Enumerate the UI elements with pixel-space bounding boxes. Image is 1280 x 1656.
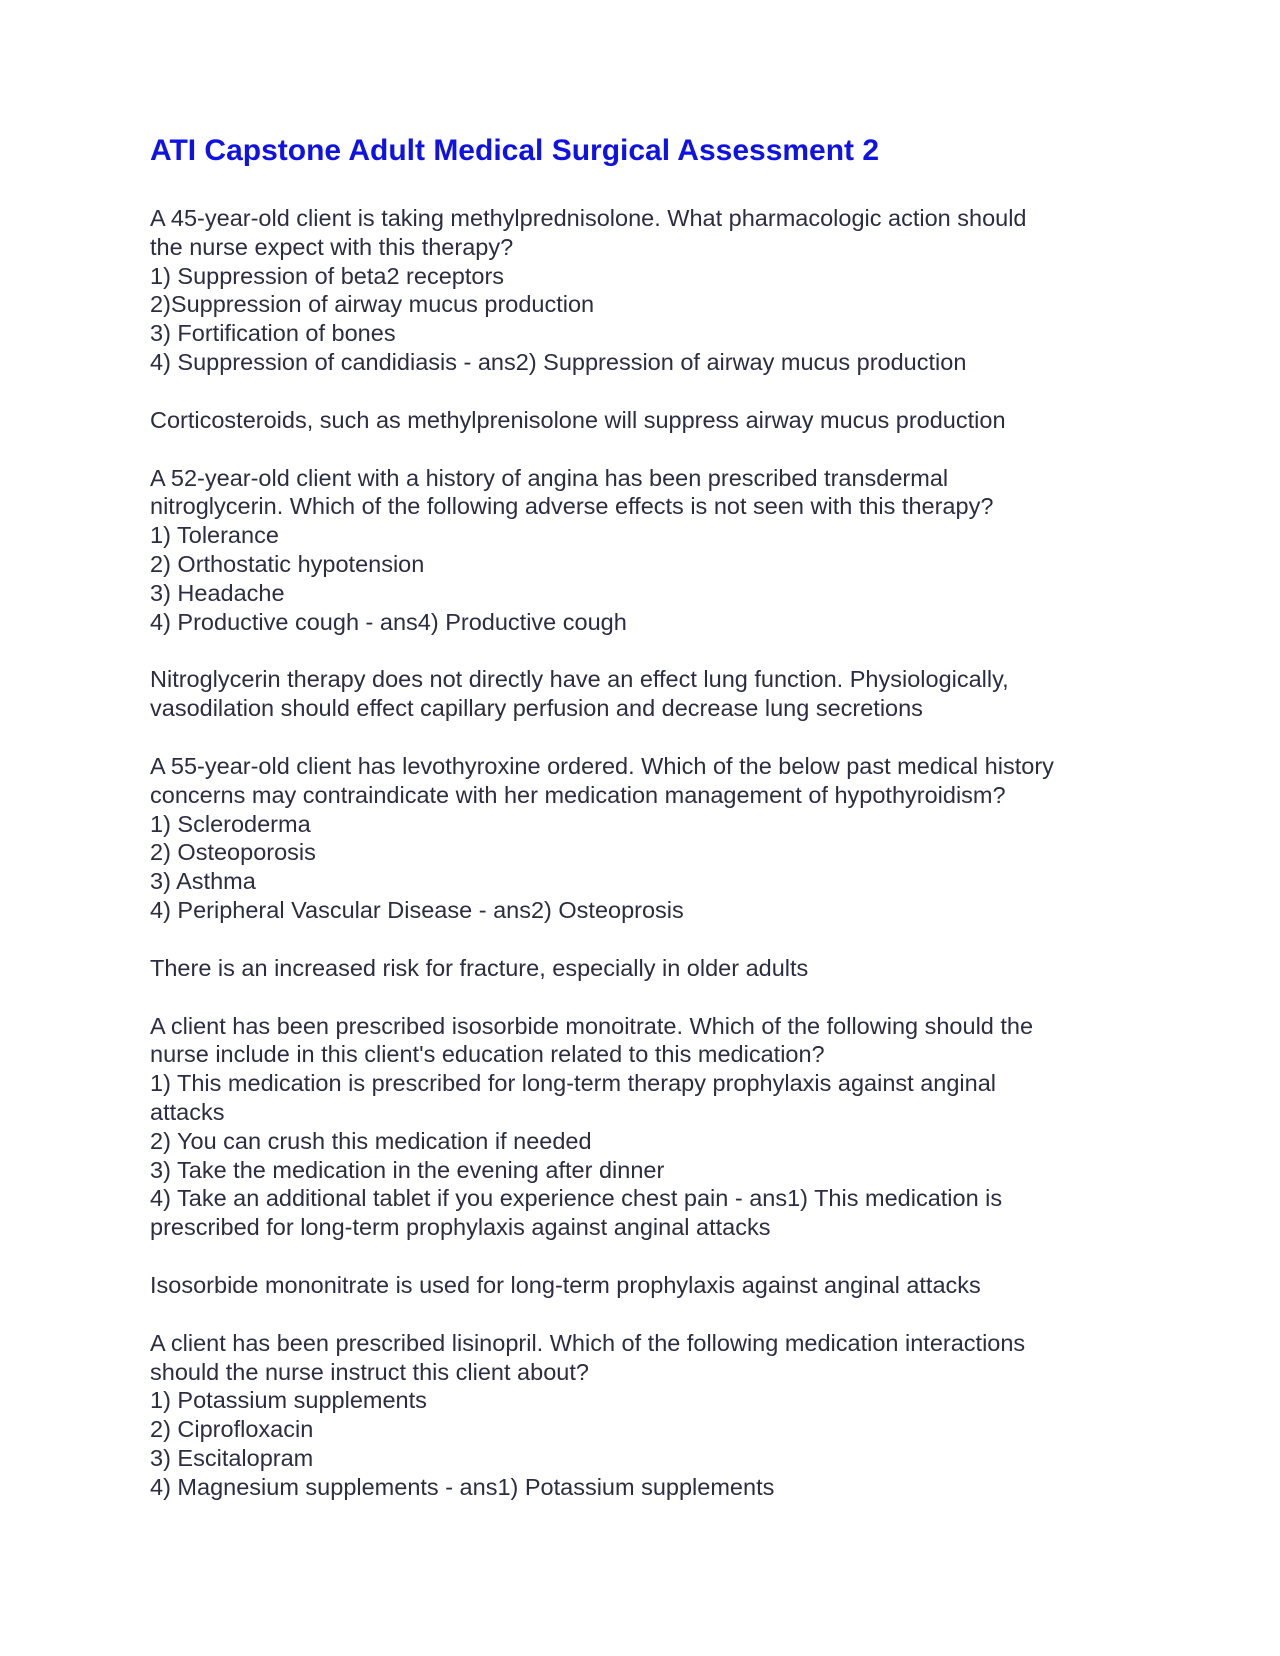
- answer-option-with-key: 4) Productive cough - ans4) Productive cough: [150, 608, 627, 635]
- answer-key: prescribed for long-term prophylaxis against anginal attacks: [150, 1214, 771, 1241]
- question-block-4: [150, 1012, 1150, 1242]
- rationale-text: There is an increased risk for fracture, especially in older adults: [150, 954, 809, 981]
- rationale-text: Nitroglycerin therapy does not directly have an effect lung function. Physiologically,: [150, 666, 1009, 693]
- answer-option: 1) This medication is prescribed for long-term therapy prophylaxis against anginal: [150, 1070, 996, 1097]
- question-text: A 52-year-old client with a history of angina has been prescribed transdermal: [150, 464, 949, 491]
- answer-option: 3) Take the medication in the evening after dinner: [150, 1156, 665, 1183]
- question-text: A 55-year-old client has levothyroxine ordered. Which of the below past medical history: [150, 752, 1054, 779]
- answer-option: 2) Osteoporosis: [150, 839, 316, 866]
- answer-option: 2) Orthostatic hypotension: [150, 550, 425, 577]
- answer-option-with-key: 4) Magnesium supplements - ans1) Potassium supplements: [150, 1473, 775, 1500]
- answer-option-with-key: 4) Peripheral Vascular Disease - ans2) Osteoprosis: [150, 896, 684, 923]
- rationale-text: Corticosteroids, such as methylprenisolone will suppress airway mucus production: [150, 406, 1006, 433]
- answer-option: 1) Scleroderma: [150, 810, 311, 837]
- question-text: concerns may contraindicate with her medication management of hypothyroidism?: [150, 781, 1006, 808]
- question-block-5: [150, 1329, 1150, 1502]
- question-block-3: [150, 752, 1150, 925]
- question-text: nurse include in this client's education related to this medication?: [150, 1041, 825, 1068]
- question-text: nitroglycerin. Which of the following adverse effects is not seen with this therapy?: [150, 493, 994, 520]
- answer-option: 3) Escitalopram: [150, 1444, 314, 1471]
- question-text: A client has been prescribed lisinopril. Which of the following medication interactions: [150, 1329, 1026, 1356]
- question-text: the nurse expect with this therapy?: [150, 233, 514, 260]
- answer-option: 3) Headache: [150, 579, 285, 606]
- answer-option: 2)Suppression of airway mucus production: [150, 291, 595, 318]
- question-text: A client has been prescribed isosorbide monoitrate. Which of the following should the: [150, 1012, 1034, 1039]
- rationale-block-4: [150, 1271, 1150, 1300]
- rationale-block-2: [150, 665, 1150, 723]
- answer-option-with-key: 4) Suppression of candidiasis - ans2) Suppression of airway mucus production: [150, 348, 967, 375]
- answer-option: 1) Potassium supplements: [150, 1387, 427, 1414]
- answer-option: 2) You can crush this medication if needed: [150, 1127, 592, 1154]
- question-text: A 45-year-old client is taking methylprednisolone. What pharmacologic action should: [150, 205, 1027, 231]
- rationale-block-1: [150, 406, 1150, 435]
- answer-option: 3) Asthma: [150, 868, 256, 895]
- question-block-2: [150, 464, 1150, 637]
- question-block-1: [150, 204, 1150, 377]
- answer-option-with-key: 4) Take an additional tablet if you experience chest pain - ans1) This medication is: [150, 1185, 1003, 1212]
- answer-option: 1) Suppression of beta2 receptors: [150, 262, 505, 289]
- document-content: [150, 132, 1150, 1530]
- rationale-text: Isosorbide mononitrate is used for long-term prophylaxis against anginal attacks: [150, 1271, 981, 1298]
- document-title: ATI Capstone Adult Medical Surgical Assessment 2: [150, 134, 880, 167]
- answer-option: 2) Ciprofloxacin: [150, 1416, 314, 1443]
- question-text: should the nurse instruct this client about?: [150, 1358, 589, 1385]
- rationale-block-3: [150, 954, 1150, 983]
- rationale-text: vasodilation should effect capillary perfusion and decrease lung secretions: [150, 695, 923, 722]
- answer-option: attacks: [150, 1098, 225, 1125]
- answer-option: 1) Tolerance: [150, 522, 279, 549]
- answer-option: 3) Fortification of bones: [150, 320, 396, 347]
